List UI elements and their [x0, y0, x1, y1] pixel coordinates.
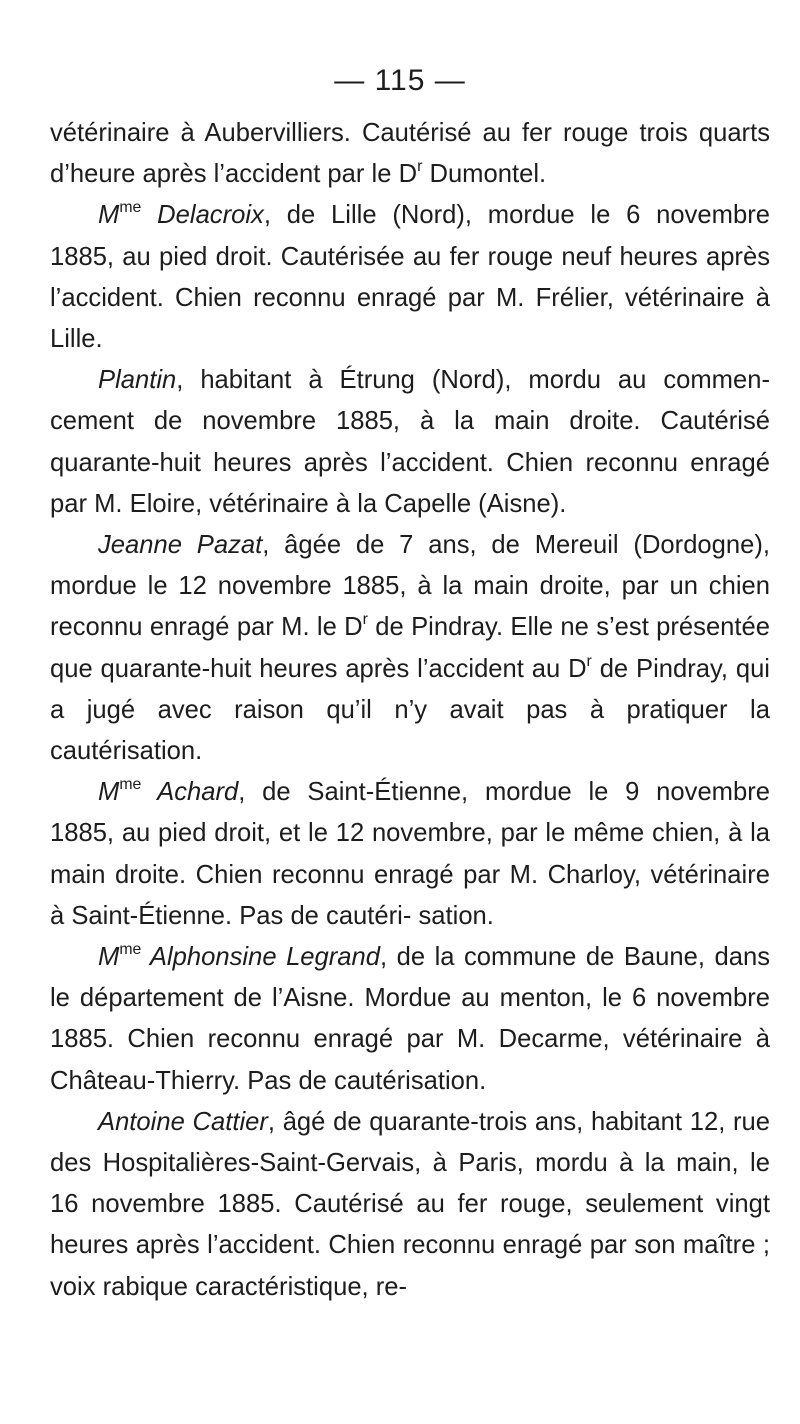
text-run: , de Lille (Nord), mordue le 6 novembre: [263, 201, 770, 230]
text-run: pas à pratiquer la cautérisation.: [50, 695, 770, 766]
text-run: Dumontel.: [422, 160, 547, 189]
text-run: cement de novembre 1885, à la main droite. Cautérisé: [50, 407, 770, 436]
superscript: r: [417, 158, 423, 176]
text-run: , de Saint-Étienne, mordue le 9 novembre: [238, 778, 770, 807]
text-run: chien, à la main droite. Chien reconnu enragé par: [50, 819, 770, 889]
person-name: Delacroix: [141, 201, 264, 230]
person-name: Antoine Cattier: [98, 1107, 268, 1136]
text-run: de Pindray, qui a jugé avec raison qu’il n’y avait: [50, 654, 770, 724]
text-run: enragé par M. Eloire, vétérinaire à la Capelle (Aisne).: [50, 448, 770, 518]
person-name: Plantin: [98, 366, 177, 395]
text-run: à la main, le 16 novembre 1885. Cautérisé au fer rouge,: [50, 1149, 770, 1219]
text-run: dans le département de l’Aisne. Mordue au menton, le 6: [50, 943, 770, 1013]
text-run: enragé par son maître ; voix rabique caractéristique, re-: [50, 1231, 770, 1301]
text-run: au D: [531, 654, 587, 683]
text-run: 12, rue des Hospitalières-Saint-Gervais, à Paris, mordu: [50, 1107, 771, 1178]
text-run: seulement vingt heures après l’accident. Chien reconnu: [50, 1190, 770, 1260]
text-run: chien reconnu enragé par M. le D: [50, 572, 770, 642]
text-run: 1885, au pied droit. Cautérisée au fer rouge neuf heures: [50, 242, 698, 271]
paragraph: [50, 195, 770, 360]
text-run: 1885, au pied droit, et le 12 novembre, par le même: [50, 819, 645, 848]
superscript: r: [362, 611, 368, 629]
text-run: novembre 1885. Chien reconnu enragé par M. Decarme,: [50, 984, 770, 1054]
paragraph: [50, 1102, 770, 1308]
paragraph: [50, 113, 770, 195]
text-run: mordue le 12 novembre 1885, à la main droite, par un: [50, 572, 698, 601]
body-text: [50, 113, 770, 1308]
paragraph: [50, 525, 770, 772]
page-number: — 115 —: [334, 64, 466, 97]
person-name: M: [98, 201, 120, 230]
paragraph: [50, 360, 770, 525]
paragraph: [50, 937, 770, 1102]
text-run: , âgée de 7 ans, de Mereuil (Dordogne),: [262, 531, 770, 560]
person-name: Jeanne Pazat: [98, 531, 263, 560]
person-name: M: [98, 943, 120, 972]
text-run: M. Charloy, vétérinaire à Saint-Étienne. Pas de cautéri-: [50, 860, 770, 930]
text-run: vétérinaire à Aubervilliers. Cautérisé au fer rouge trois: [50, 119, 688, 147]
superscript: r: [586, 652, 592, 670]
text-run: vétérinaire à Lille.: [50, 283, 770, 354]
text-run: , âgé de quarante-trois ans, habitant: [267, 1107, 683, 1136]
person-name: Alphonsine Legrand: [141, 943, 380, 972]
paragraph: [50, 772, 770, 937]
text-run: quarts d’heure après l’accident par le D: [50, 119, 770, 189]
text-run: vétérinaire à Château-Thierry. Pas de cautérisation.: [50, 1025, 771, 1095]
superscript: me: [119, 776, 142, 794]
superscript: me: [119, 940, 142, 958]
text-run: , habitant à Étrung (Nord), mordu au commen-: [176, 366, 770, 395]
person-name: Achard: [141, 778, 239, 807]
text-run: sation.: [418, 901, 494, 930]
text-run: après l’accident. Chien reconnu enragé par M. Frélier,: [50, 242, 770, 312]
text-run: quarante-huit heures après l’accident. Chien reconnu: [50, 448, 678, 477]
text-run: , de la commune de Baune,: [380, 943, 705, 972]
person-name: M: [98, 778, 120, 807]
superscript: me: [119, 199, 142, 217]
text-run: s’est présentée que quarante-huit heures après l’accident: [50, 613, 770, 683]
text-run: de Pindray. Elle ne: [367, 613, 589, 642]
